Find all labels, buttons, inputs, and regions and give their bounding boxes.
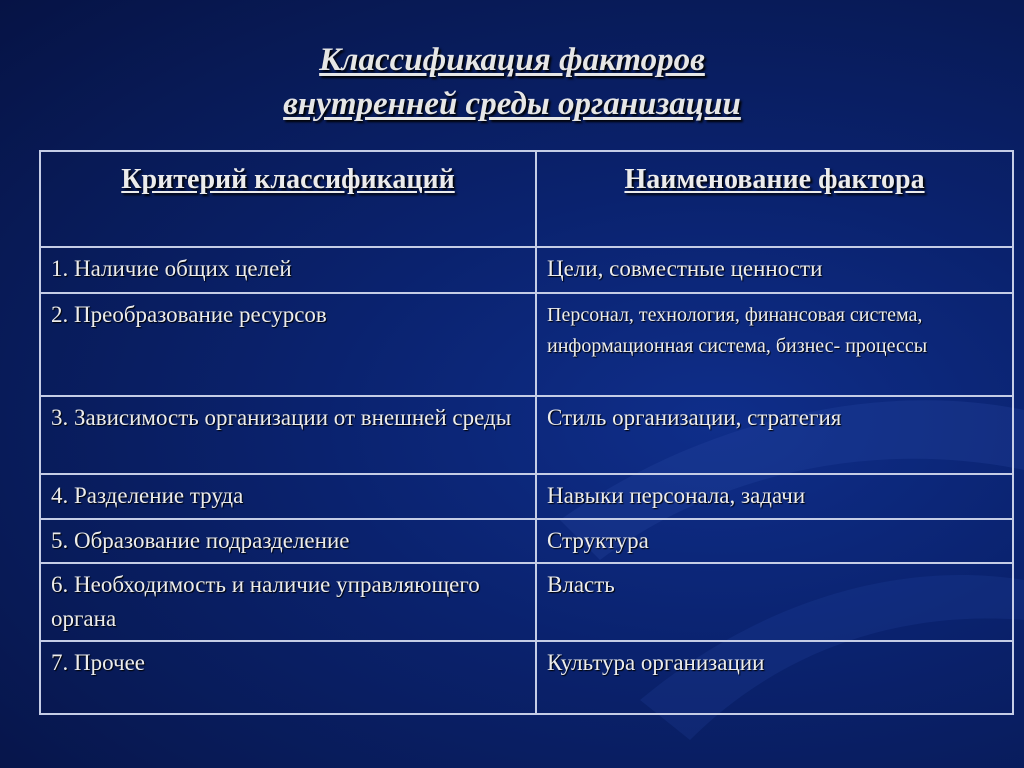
table-row	[40, 519, 1013, 563]
slide-title-line-1: Классификация факторов	[319, 42, 705, 78]
criterion-cell: 1. Наличие общих целей	[40, 247, 536, 293]
column-header-factor: Наименование фактора	[536, 151, 1013, 247]
factor-cell: Навыки персонала, задачи	[536, 474, 1013, 519]
criterion-cell: 4. Разделение труда	[40, 474, 536, 519]
factor-cell: Власть	[536, 563, 1013, 641]
slide-title	[0, 38, 1024, 126]
table-header-row	[40, 151, 1013, 247]
factor-cell: Стиль организации, стратегия	[536, 396, 1013, 474]
criterion-cell: 7. Прочее	[40, 641, 536, 714]
table-row	[40, 293, 1013, 396]
table-row	[40, 396, 1013, 474]
table-row	[40, 474, 1013, 519]
criterion-cell: 5. Образование подразделение	[40, 519, 536, 563]
criterion-cell: 2. Преобразование ресурсов	[40, 293, 536, 396]
column-header-criterion: Критерий классификаций	[40, 151, 536, 247]
factor-cell: Культура организации	[536, 641, 1013, 714]
factors-table	[39, 150, 1014, 715]
factor-cell: Цели, совместные ценности	[536, 247, 1013, 293]
criterion-cell: 3. Зависимость организации от внешней среды	[40, 396, 536, 474]
slide-title-line-2: внутренней среды организации	[283, 86, 741, 122]
table-row	[40, 247, 1013, 293]
factor-cell: Персонал, технология, финансовая система, информационная система, бизнес- процессы	[536, 293, 1013, 396]
table-row	[40, 563, 1013, 641]
factor-cell: Структура	[536, 519, 1013, 563]
criterion-cell: 6. Необходимость и наличие управляющего органа	[40, 563, 536, 641]
table-row	[40, 641, 1013, 714]
